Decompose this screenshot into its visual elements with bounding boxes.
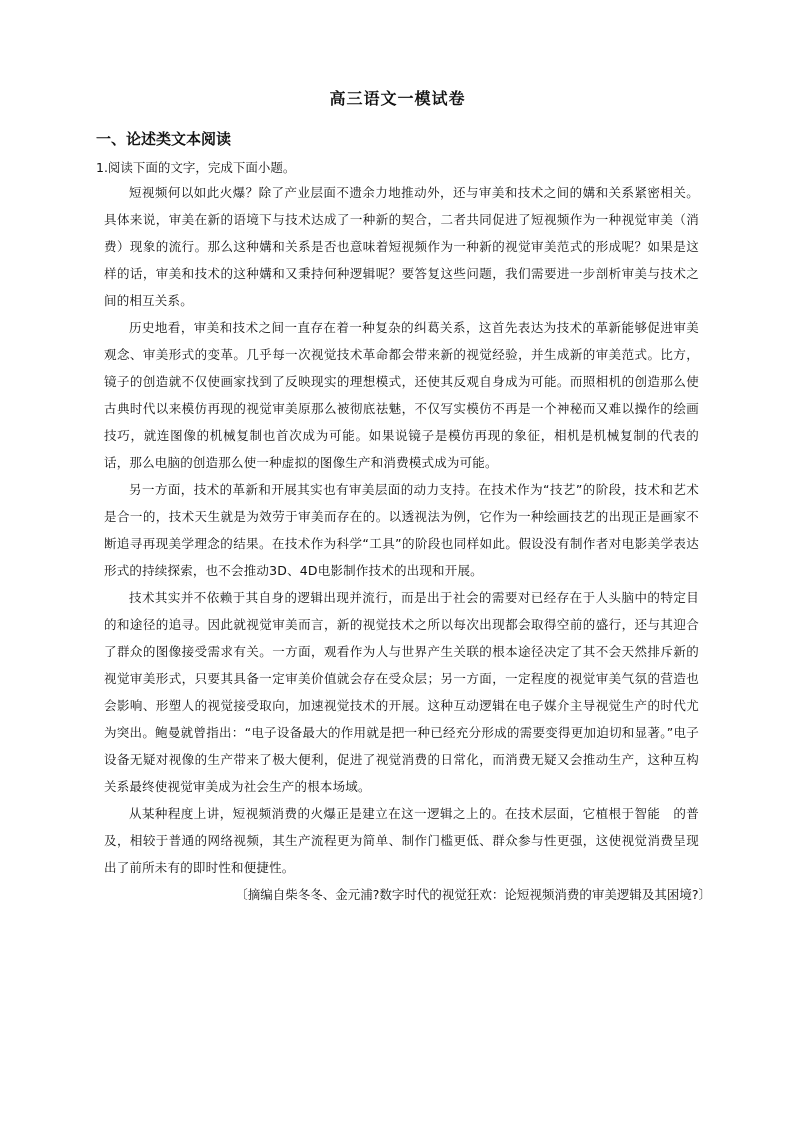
paragraph-4: 技术其实并不依赖于其自身的逻辑出现并流行，而是出于社会的需要对已经存在于人头脑中的特定目的和途径的追寻。因此就视觉审美而言，新的视觉技术之所以每次出现都会取得空前的盛行，还与其迎合了群众的图像接受需求有关。一方面，观看作为人与世界产生关联的根本途径决定了其不会天然排斥新的视觉审美形式，只要其具备一定审美价值就会存在受众层；另一方面，一定程度的视觉审美气氛的营造也会影响、形塑人的视觉接受取向，加速视觉技术的开展。这种互动逻辑在电子媒介主导视觉生产的时代尤为突出。鲍曼就曾指出：“电子设备最大的作用就是把一种已经充分形成的需要变得更加迫切和显著。”电子设备无疑对视像的生产带来了极大便利，促进了视觉消费的日常化，而消费无疑又会推动生产，这种互构关系最终使视觉审美成为社会生产的根本场域。	[104, 590, 699, 794]
reading-passage	[104, 179, 699, 881]
paragraph-3: 另一方面，技术的革新和开展其实也有审美层面的动力支持。在技术作为“技艺”的阶段，技术和艺术是合一的，技术天生就是为效劳于审美而存在的。以透视法为例，它作为一种绘画技艺的出现正是画家不断追寻再现美学理念的结果。在技术作为科学“工具”的阶段也同样如此。假设没有制作者对电影美学表达形式的持续探索，也不会推动3D、4D电影制作技术的出现和开展。	[104, 482, 699, 578]
section-heading: 一、论述类文本阅读	[96, 130, 232, 148]
page-title: 高三语文一模试卷	[329, 89, 466, 108]
paragraph-1: 短视频何以如此火爆？除了产业层面不遗余力地推动外，还与审美和技术之间的媾和关系紧密相关。具体来说，审美在新的语境下与技术达成了一种新的契合，二者共同促进了短视频作为一种视觉审美（消费）现象的流行。那么这种媾和关系是否也意味着短视频作为一种新的视觉审美范式的形成呢？如果是这样的话，审美和技术的这种媾和又秉持何种逻辑呢？要答复这些问题，我们需要进一步剖析审美与技术之间的相互关系。	[104, 185, 699, 308]
question-intro: 1.阅读下面的文字，完成下面小题。	[96, 160, 296, 175]
paragraph-5: 从某种程度上讲，短视频消费的火爆正是建立在这一逻辑之上的。在技术层面，它植根于智能 的普及，相较于普通的网络视频，其生产流程更为简单、制作门槛更低、群众参与性更强，这使视觉消费呈现出了前所未有的即时性和便捷性。	[104, 806, 699, 875]
source-citation: 〔摘编自柴冬冬、金元浦?数字时代的视觉狂欢：论短视频消费的审美逻辑及其困境?〕	[235, 887, 711, 902]
paragraph-2: 历史地看，审美和技术之间一直存在着一种复杂的纠葛关系，这首先表达为技术的革新能够促进审美观念、审美形式的变革。几乎每一次视觉技术革命都会带来新的视觉经验，并生成新的审美范式。比方，镜子的创造就不仅使画家找到了反映现实的理想模式，还使其反观自身成为可能。而照相机的创造那么使古典时代以来模仿再现的视觉审美原那么被彻底祛魅，不仅写实模仿不再是一个神秘而又难以操作的绘画技巧，就连图像的机械复制也首次成为可能。如果说镜子是模仿再现的象征，相机是机械复制的代表的话，那么电脑的创造那么使一种虚拟的图像生产和消费模式成为可能。	[104, 320, 699, 470]
